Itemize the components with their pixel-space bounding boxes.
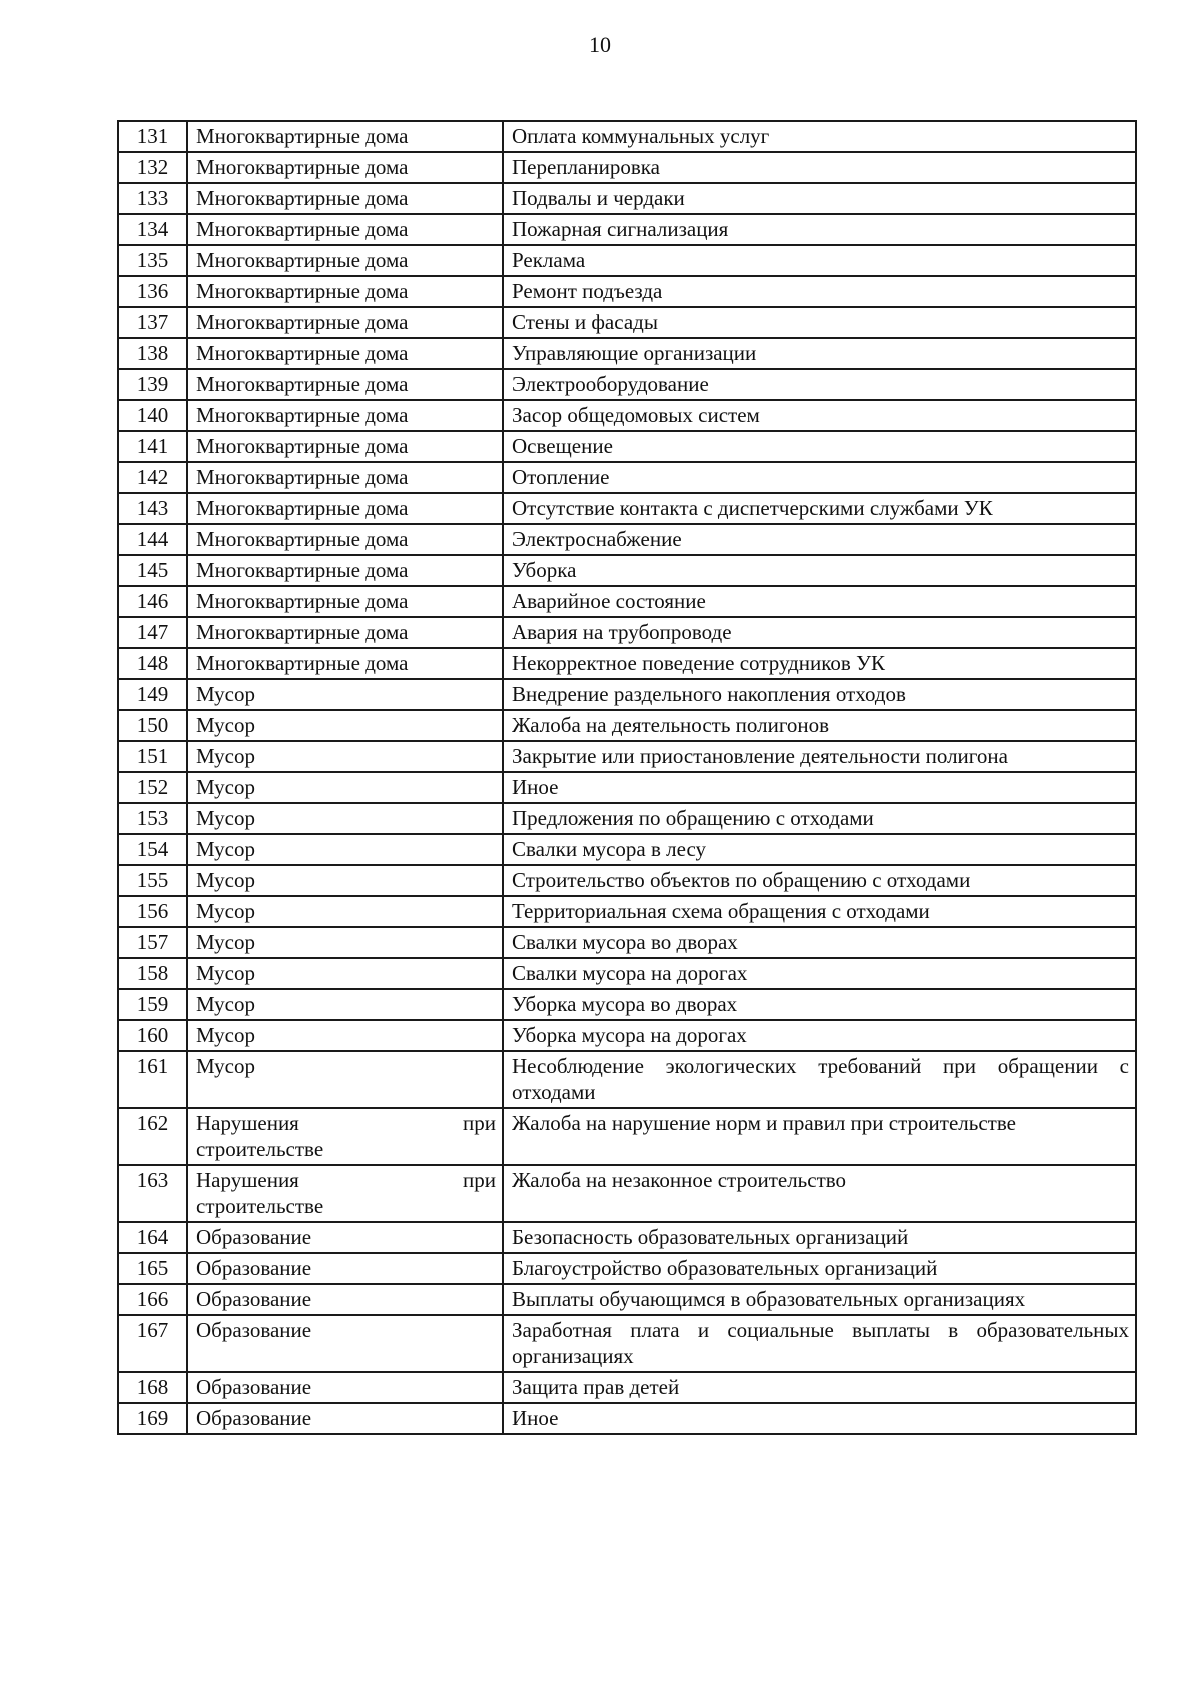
row-number: 133 [118, 183, 187, 214]
row-category: Образование [187, 1222, 503, 1253]
row-topic: Жалоба на деятельность полигонов [503, 710, 1136, 741]
category-word: при [463, 1168, 496, 1192]
row-number: 158 [118, 958, 187, 989]
table-row [118, 524, 1136, 555]
row-category: Образование [187, 1372, 503, 1403]
table-row [118, 834, 1136, 865]
row-category: Мусор [187, 958, 503, 989]
row-topic: Реклама [503, 245, 1136, 276]
row-number: 152 [118, 772, 187, 803]
row-category: Многоквартирные дома [187, 214, 503, 245]
row-topic: Некорректное поведение сотрудников УК [503, 648, 1136, 679]
table-row [118, 803, 1136, 834]
row-category: Многоквартирные дома [187, 617, 503, 648]
page-number: 10 [589, 32, 611, 57]
row-number: 134 [118, 214, 187, 245]
table-row [118, 555, 1136, 586]
row-number: 153 [118, 803, 187, 834]
row-topic: Пожарная сигнализация [503, 214, 1136, 245]
row-number: 143 [118, 493, 187, 524]
row-category [187, 1108, 503, 1165]
row-category: Мусор [187, 896, 503, 927]
row-category: Многоквартирные дома [187, 245, 503, 276]
row-topic: Свалки мусора на дорогах [503, 958, 1136, 989]
row-number: 169 [118, 1403, 187, 1434]
row-number: 159 [118, 989, 187, 1020]
row-topic: Благоустройство образовательных организаций [503, 1253, 1136, 1284]
table-row [118, 338, 1136, 369]
table-row [118, 1372, 1136, 1403]
row-number: 155 [118, 865, 187, 896]
row-topic: Засор общедомовых систем [503, 400, 1136, 431]
row-category: Образование [187, 1315, 503, 1372]
table-row [118, 772, 1136, 803]
table-row [118, 1108, 1136, 1165]
row-category: Многоквартирные дома [187, 307, 503, 338]
row-number: 138 [118, 338, 187, 369]
row-category: Мусор [187, 741, 503, 772]
table-row [118, 741, 1136, 772]
row-number: 146 [118, 586, 187, 617]
table-row [118, 989, 1136, 1020]
row-number: 136 [118, 276, 187, 307]
row-number: 165 [118, 1253, 187, 1284]
row-category: Мусор [187, 679, 503, 710]
table-row [118, 617, 1136, 648]
row-topic: Освещение [503, 431, 1136, 462]
row-topic: Уборка мусора на дорогах [503, 1020, 1136, 1051]
row-topic: Жалоба на нарушение норм и правил при строительстве [503, 1108, 1136, 1165]
row-topic: Стены и фасады [503, 307, 1136, 338]
category-first-line [196, 1110, 496, 1136]
row-topic: Подвалы и чердаки [503, 183, 1136, 214]
row-topic: Несоблюдение экологических требований при обращении с отходами [503, 1051, 1136, 1108]
row-number: 167 [118, 1315, 187, 1372]
row-category: Мусор [187, 710, 503, 741]
row-topic: Аварийное состояние [503, 586, 1136, 617]
table-row [118, 183, 1136, 214]
row-number: 137 [118, 307, 187, 338]
row-number: 148 [118, 648, 187, 679]
row-category: Многоквартирные дома [187, 121, 503, 152]
table-row [118, 1051, 1136, 1108]
row-category: Многоквартирные дома [187, 648, 503, 679]
row-topic: Свалки мусора во дворах [503, 927, 1136, 958]
row-topic: Жалоба на незаконное строительство [503, 1165, 1136, 1222]
row-category: Многоквартирные дома [187, 524, 503, 555]
row-number: 166 [118, 1284, 187, 1315]
row-number: 160 [118, 1020, 187, 1051]
row-number: 161 [118, 1051, 187, 1108]
table-row [118, 896, 1136, 927]
table-row [118, 679, 1136, 710]
table-row [118, 1403, 1136, 1434]
table-row [118, 1020, 1136, 1051]
table-row [118, 1165, 1136, 1222]
row-number: 168 [118, 1372, 187, 1403]
row-category: Мусор [187, 927, 503, 958]
row-number: 141 [118, 431, 187, 462]
row-number: 135 [118, 245, 187, 276]
category-word: при [463, 1111, 496, 1135]
row-topic: Отопление [503, 462, 1136, 493]
row-number: 164 [118, 1222, 187, 1253]
row-topic: Иное [503, 1403, 1136, 1434]
table-row [118, 369, 1136, 400]
row-category: Многоквартирные дома [187, 555, 503, 586]
row-topic: Отсутствие контакта с диспетчерскими службами УК [503, 493, 1136, 524]
row-number: 163 [118, 1165, 187, 1222]
row-topic: Свалки мусора в лесу [503, 834, 1136, 865]
row-topic: Иное [503, 772, 1136, 803]
table-row [118, 462, 1136, 493]
row-topic: Заработная плата и социальные выплаты в образовательных организациях [503, 1315, 1136, 1372]
row-number: 140 [118, 400, 187, 431]
row-category: Многоквартирные дома [187, 586, 503, 617]
row-number: 145 [118, 555, 187, 586]
row-topic: Защита прав детей [503, 1372, 1136, 1403]
row-topic: Ремонт подъезда [503, 276, 1136, 307]
row-category: Мусор [187, 989, 503, 1020]
table-row [118, 121, 1136, 152]
row-category: Образование [187, 1403, 503, 1434]
row-topic: Перепланировка [503, 152, 1136, 183]
row-number: 151 [118, 741, 187, 772]
table-row [118, 1315, 1136, 1372]
row-number: 154 [118, 834, 187, 865]
row-category: Многоквартирные дома [187, 338, 503, 369]
row-category: Многоквартирные дома [187, 431, 503, 462]
row-number: 147 [118, 617, 187, 648]
registry-table [117, 120, 1137, 1435]
row-topic: Предложения по обращению с отходами [503, 803, 1136, 834]
table-row [118, 710, 1136, 741]
row-topic: Электроснабжение [503, 524, 1136, 555]
row-number: 162 [118, 1108, 187, 1165]
table-row [118, 648, 1136, 679]
row-category: Мусор [187, 803, 503, 834]
row-number: 139 [118, 369, 187, 400]
row-topic: Внедрение раздельного накопления отходов [503, 679, 1136, 710]
row-category: Многоквартирные дома [187, 400, 503, 431]
row-category: Мусор [187, 1020, 503, 1051]
row-topic: Территориальная схема обращения с отходами [503, 896, 1136, 927]
row-topic: Управляющие организации [503, 338, 1136, 369]
table-row [118, 927, 1136, 958]
table-row [118, 214, 1136, 245]
table-row [118, 1222, 1136, 1253]
row-category: Образование [187, 1253, 503, 1284]
row-category: Многоквартирные дома [187, 152, 503, 183]
row-number: 156 [118, 896, 187, 927]
row-number: 132 [118, 152, 187, 183]
table-row [118, 245, 1136, 276]
row-topic: Уборка мусора во дворах [503, 989, 1136, 1020]
category-first-line [196, 1167, 496, 1193]
table-row [118, 152, 1136, 183]
row-topic: Выплаты обучающимся в образовательных организациях [503, 1284, 1136, 1315]
row-number: 150 [118, 710, 187, 741]
category-word: Нарушения [196, 1111, 299, 1135]
table-row [118, 493, 1136, 524]
table-row [118, 307, 1136, 338]
registry-body [118, 121, 1136, 1434]
table-row [118, 865, 1136, 896]
row-category: Многоквартирные дома [187, 462, 503, 493]
row-category: Мусор [187, 834, 503, 865]
row-topic: Строительство объектов по обращению с отходами [503, 865, 1136, 896]
row-category: Многоквартирные дома [187, 183, 503, 214]
row-topic: Электрооборудование [503, 369, 1136, 400]
row-topic: Оплата коммунальных услуг [503, 121, 1136, 152]
row-number: 131 [118, 121, 187, 152]
row-topic: Уборка [503, 555, 1136, 586]
category-word: Нарушения [196, 1168, 299, 1192]
row-topic: Авария на трубопроводе [503, 617, 1136, 648]
row-category: Многоквартирные дома [187, 493, 503, 524]
table-row [118, 1253, 1136, 1284]
table-row [118, 958, 1136, 989]
table-row [118, 431, 1136, 462]
table-row [118, 586, 1136, 617]
row-number: 142 [118, 462, 187, 493]
category-second-line: строительстве [196, 1194, 324, 1218]
row-category: Мусор [187, 865, 503, 896]
table-row [118, 276, 1136, 307]
row-number: 157 [118, 927, 187, 958]
table-row [118, 1284, 1136, 1315]
row-number: 144 [118, 524, 187, 555]
row-category: Мусор [187, 1051, 503, 1108]
row-category: Образование [187, 1284, 503, 1315]
row-category [187, 1165, 503, 1222]
row-topic: Безопасность образовательных организаций [503, 1222, 1136, 1253]
row-category: Многоквартирные дома [187, 276, 503, 307]
table-row [118, 400, 1136, 431]
category-second-line: строительстве [196, 1137, 324, 1161]
row-category: Многоквартирные дома [187, 369, 503, 400]
row-category: Мусор [187, 772, 503, 803]
row-topic: Закрытие или приостановление деятельности полигона [503, 741, 1136, 772]
row-number: 149 [118, 679, 187, 710]
